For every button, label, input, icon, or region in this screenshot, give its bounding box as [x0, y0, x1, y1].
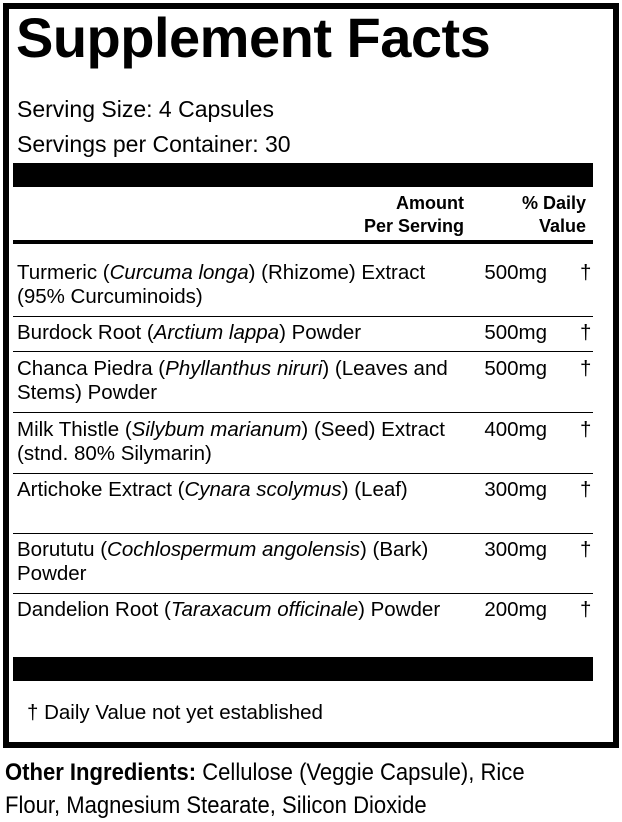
ingredient-name-part: ) (Leaves and Stems) Powder — [17, 357, 448, 404]
daily-value-dagger: † — [580, 357, 592, 380]
latin-name: Taraxacum officinale — [170, 598, 359, 621]
row-divider — [13, 351, 593, 352]
ingredient-name-part: Burdock Root ( — [17, 321, 154, 344]
ingredient-name-part: Turmeric ( — [17, 261, 110, 284]
ingredient-name-part: ) Powder — [279, 321, 362, 344]
ingredient-name — [17, 321, 457, 345]
ingredient-name-part: Milk Thistle ( — [17, 418, 132, 441]
daily-value-dagger: † — [580, 538, 592, 561]
ingredient-name-part: ) (Rhizome) Extract (95% Curcuminoids) — [17, 261, 426, 308]
ingredient-name — [17, 538, 457, 586]
ingredient-name-part: Dandelion Root ( — [17, 598, 171, 621]
row-divider — [13, 593, 593, 594]
amount-header-line2: Per Serving — [363, 216, 464, 236]
daily-value-footnote: † Daily Value not yet established — [27, 701, 323, 724]
serving-size: Serving Size: 4 Capsules — [17, 96, 274, 122]
ingredient-name — [17, 598, 457, 622]
ingredient-name-part: ) (Bark) Powder — [17, 538, 429, 585]
row-divider — [13, 473, 593, 474]
header-rule — [13, 240, 593, 244]
row-divider — [13, 533, 593, 534]
top-divider-bar — [13, 163, 593, 187]
other-ingredients-text: Cellulose (Veggie Capsule), Rice Flour, Magnesium Stearate, Silicon Dioxide — [5, 759, 525, 819]
daily-value-dagger: † — [580, 598, 592, 621]
daily-value-dagger: † — [580, 321, 592, 344]
ingredient-name — [17, 357, 457, 405]
ingredient-amount: 500mg — [484, 321, 547, 344]
ingredient-name — [17, 478, 457, 502]
ingredient-amount: 300mg — [484, 538, 547, 561]
daily-value-dagger: † — [580, 261, 592, 284]
ingredient-name — [17, 418, 457, 466]
latin-name: Silybum marianum — [131, 418, 302, 441]
amount-per-serving-header — [340, 192, 464, 238]
ingredient-amount: 500mg — [484, 261, 547, 284]
amount-header-line1: Amount — [396, 193, 464, 213]
row-divider — [13, 316, 593, 317]
ingredient-amount: 200mg — [484, 598, 547, 621]
row-divider — [13, 412, 593, 413]
other-ingredients-label: Other Ingredients: — [5, 759, 197, 786]
ingredient-amount: 500mg — [484, 357, 547, 380]
latin-name: Arctium lappa — [153, 321, 280, 344]
ingredient-name-part: Artichoke Extract ( — [17, 478, 185, 501]
panel-title: Supplement Facts — [16, 6, 491, 69]
daily-value-dagger: † — [580, 418, 592, 441]
latin-name: Curcuma longa — [109, 261, 249, 284]
ingredient-name-part: ) (Leaf) — [341, 478, 408, 501]
ingredient-name-part: ) Powder — [358, 598, 441, 621]
ingredient-name-part: ) (Seed) Extract (stnd. 80% Silymarin) — [17, 418, 445, 465]
dv-header-line2: Value — [538, 216, 586, 236]
latin-name: Phyllanthus niruri — [165, 357, 323, 380]
ingredient-name-part: Chanca Piedra ( — [17, 357, 166, 380]
dv-header-line1: % Daily — [521, 193, 586, 213]
latin-name: Cynara scolymus — [184, 478, 342, 501]
daily-value-dagger: † — [580, 478, 592, 501]
bottom-divider-bar — [13, 657, 593, 681]
latin-name: Cochlospermum angolensis — [107, 538, 360, 561]
ingredient-amount: 400mg — [484, 418, 547, 441]
daily-value-header — [497, 192, 586, 238]
ingredient-name — [17, 261, 457, 309]
ingredient-name-part: Borututu ( — [17, 538, 108, 561]
servings-per-container: Servings per Container: 30 — [17, 131, 291, 157]
ingredient-amount: 300mg — [484, 478, 547, 501]
other-ingredients — [5, 756, 556, 822]
